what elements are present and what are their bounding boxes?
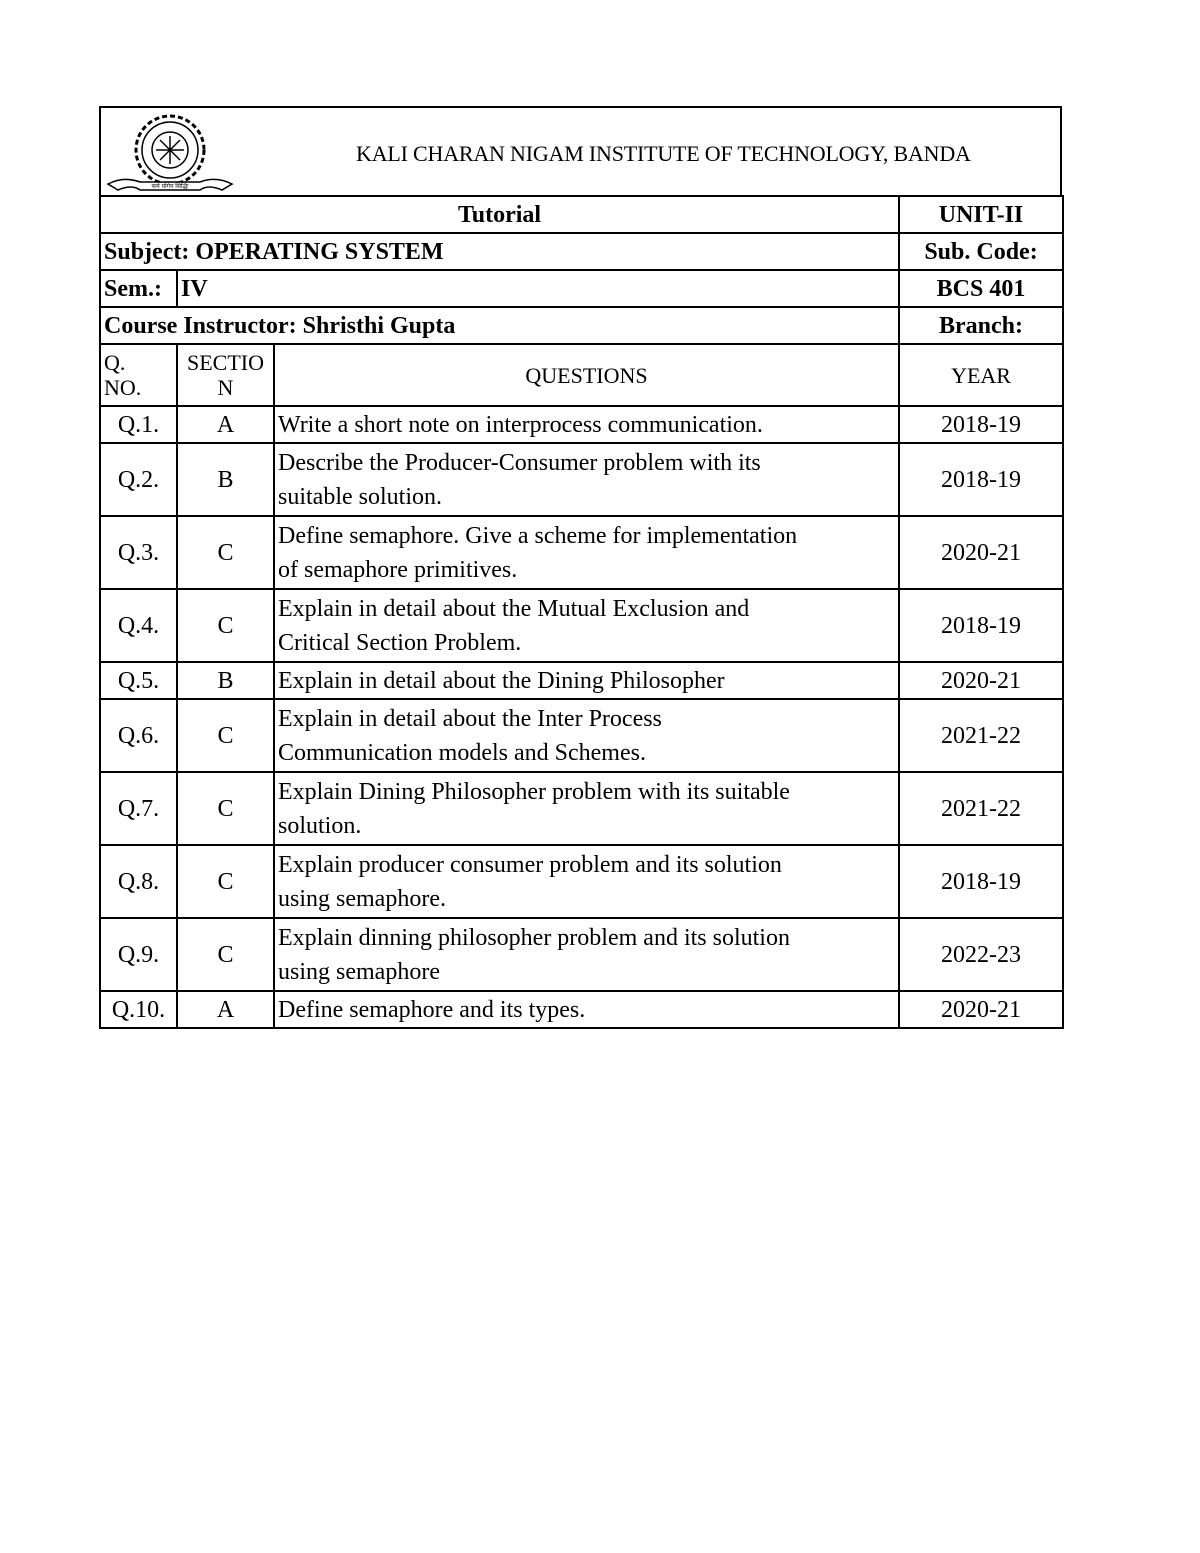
subject-label: Subject: OPERATING SYSTEM — [100, 233, 899, 270]
instructor-label: Course Instructor: Shristhi Gupta — [100, 307, 899, 344]
question-row — [100, 662, 1063, 699]
question-row — [100, 918, 1063, 991]
question-number: Q.2. — [100, 443, 177, 516]
question-text — [274, 516, 899, 589]
question-section: A — [177, 991, 274, 1028]
question-text-line: Explain producer consumer problem and its solution — [278, 851, 782, 878]
question-year: 2018-19 — [899, 406, 1063, 443]
question-row — [100, 772, 1063, 845]
question-number: Q.4. — [100, 589, 177, 662]
question-row — [100, 516, 1063, 589]
question-text — [274, 991, 899, 1028]
question-row — [100, 589, 1063, 662]
question-text-line: using semaphore. — [278, 885, 446, 912]
question-number: Q.1. — [100, 406, 177, 443]
question-text-line: Explain dinning philosopher problem and its solution — [278, 924, 790, 951]
question-section: C — [177, 845, 274, 918]
question-number: Q.7. — [100, 772, 177, 845]
question-section: C — [177, 699, 274, 772]
question-year: 2021-22 — [899, 772, 1063, 845]
question-text-line: Communication models and Schemes. — [278, 739, 646, 766]
question-number: Q.10. — [100, 991, 177, 1028]
question-year: 2018-19 — [899, 845, 1063, 918]
institute-name: KALI CHARAN NIGAM INSTITUTE OF TECHNOLOGY, BANDA — [356, 141, 971, 166]
sem-label: Sem.: — [100, 270, 177, 307]
question-number: Q.5. — [100, 662, 177, 699]
tutorial-title: Tutorial — [100, 196, 899, 233]
question-text-line: Explain Dining Philosopher problem with its suitable — [278, 778, 790, 805]
question-text-line: solution. — [278, 812, 362, 839]
question-row — [100, 406, 1063, 443]
question-number: Q.6. — [100, 699, 177, 772]
question-text-line: Critical Section Problem. — [278, 629, 522, 656]
question-text — [274, 589, 899, 662]
question-text-line: using semaphore — [278, 958, 440, 985]
sem-value: IV — [177, 270, 899, 307]
institute-logo-icon — [104, 112, 236, 200]
institute-header — [99, 106, 1062, 195]
question-text-line: of semaphore primitives. — [278, 556, 518, 583]
question-text-line: Write a short note on interprocess communication. — [278, 411, 763, 438]
question-row — [100, 991, 1063, 1028]
question-row — [100, 443, 1063, 516]
question-year: 2018-19 — [899, 589, 1063, 662]
question-row — [100, 699, 1063, 772]
question-section: C — [177, 589, 274, 662]
question-year: 2020-21 — [899, 516, 1063, 589]
question-text-line: Explain in detail about the Dining Philosopher — [278, 667, 725, 694]
sub-code-label: Sub. Code: — [899, 233, 1063, 270]
col-qno: Q. NO. — [100, 344, 177, 406]
question-text — [274, 662, 899, 699]
tutorial-table — [99, 195, 1064, 1029]
branch-label: Branch: — [899, 307, 1063, 344]
col-year: YEAR — [899, 344, 1063, 406]
question-year: 2022-23 — [899, 918, 1063, 991]
svg-text:कर्म योगेन सिद्धिः: कर्म योगेन सिद्धिः — [151, 183, 189, 190]
question-text-line: Explain in detail about the Mutual Exclusion and — [278, 595, 750, 622]
question-text-line: Define semaphore and its types. — [278, 996, 586, 1023]
question-text — [274, 845, 899, 918]
col-section: SECTIO N — [177, 344, 274, 406]
question-text-line: Define semaphore. Give a scheme for implementation — [278, 522, 798, 549]
question-text-line: Explain in detail about the Inter Process — [278, 705, 662, 732]
question-year: 2020-21 — [899, 991, 1063, 1028]
question-text — [274, 699, 899, 772]
tutorial-sheet — [99, 106, 1062, 1029]
question-text-line: suitable solution. — [278, 483, 442, 510]
question-year: 2020-21 — [899, 662, 1063, 699]
question-section: B — [177, 443, 274, 516]
question-section: C — [177, 918, 274, 991]
question-text — [274, 772, 899, 845]
question-row — [100, 845, 1063, 918]
question-text-line: Describe the Producer-Consumer problem with its — [278, 449, 761, 476]
question-section: A — [177, 406, 274, 443]
question-number: Q.3. — [100, 516, 177, 589]
sub-code-value: BCS 401 — [899, 270, 1063, 307]
question-text — [274, 406, 899, 443]
unit-label: UNIT-II — [899, 196, 1063, 233]
question-number: Q.8. — [100, 845, 177, 918]
question-section: B — [177, 662, 274, 699]
question-year: 2021-22 — [899, 699, 1063, 772]
question-text — [274, 443, 899, 516]
question-year: 2018-19 — [899, 443, 1063, 516]
col-questions: QUESTIONS — [274, 344, 899, 406]
question-section: C — [177, 772, 274, 845]
question-section: C — [177, 516, 274, 589]
question-number: Q.9. — [100, 918, 177, 991]
question-text — [274, 918, 899, 991]
